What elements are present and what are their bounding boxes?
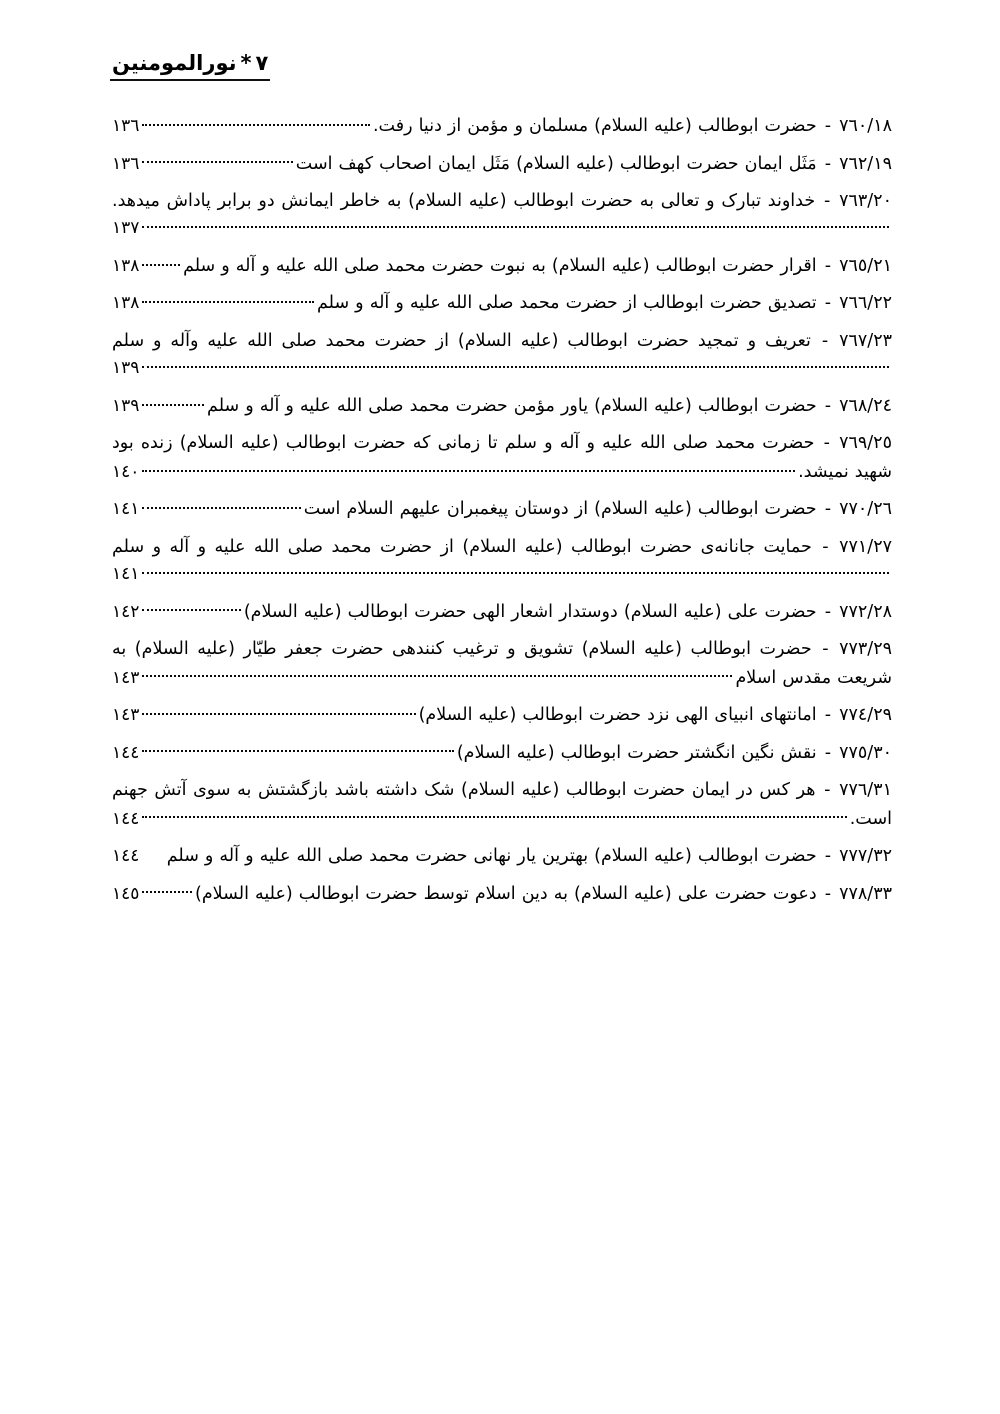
toc-entry[interactable]: [112, 327, 892, 383]
toc-entry-number: ٧٧٦/٣١ -: [817, 780, 892, 801]
toc-page-number: ١٤٥: [112, 883, 140, 904]
toc-entry-dash: -: [818, 601, 838, 622]
toc-entry-number: ٧٧٥/٣٠ -: [818, 742, 892, 763]
header-book-title: نورالمومنین: [112, 51, 237, 75]
toc-page-number: ١٣٧: [112, 218, 140, 239]
toc-entry-line: [112, 598, 892, 627]
toc-entry-heading: [419, 701, 892, 729]
toc-entry-continuation: [112, 355, 892, 383]
toc-entry-line: [112, 635, 892, 663]
toc-entry-dash: -: [818, 499, 838, 520]
header-separator: *: [240, 51, 252, 75]
toc-entry-title: دعوت حضرت علی (علیه السلام) به دین اسلام توسط حضرت ابوطالب (علیه السلام): [195, 883, 817, 904]
toc-entry[interactable]: [112, 701, 892, 730]
toc-entry-dash: -: [818, 883, 838, 904]
toc-entry[interactable]: [112, 635, 892, 692]
toc-entry-number: ٧٧٨/٣٣ -: [818, 883, 892, 904]
toc-entry-continuation: [112, 805, 892, 834]
toc-entry-heading: [167, 842, 892, 870]
toc-page-number: ١٤١: [112, 499, 140, 520]
toc-entry[interactable]: [112, 598, 892, 627]
toc-entry-dash: -: [818, 116, 838, 136]
toc-entry-heading: [207, 392, 892, 420]
toc-leader-dots: [142, 253, 180, 271]
toc-leader-dots: [142, 497, 300, 515]
toc-entry-dash: -: [817, 780, 838, 801]
toc-entry-heading: [317, 289, 892, 317]
toc-entry-dash: -: [816, 433, 838, 454]
toc-entry-continuation: [112, 561, 892, 589]
toc-page-number: ١٣٩: [112, 395, 140, 416]
toc-entry-continuation: [112, 215, 892, 243]
toc-page-number: ١٤٣: [112, 705, 140, 726]
toc-entry-heading: [373, 112, 892, 140]
toc-entry-line: [112, 495, 892, 524]
toc-entry-title: حضرت علی (علیه السلام) دوستدار اشعار الهی حضرت ابوطالب (علیه السلام): [243, 601, 817, 622]
toc-entry-line: [112, 150, 892, 179]
toc-entry-dash: -: [813, 639, 838, 660]
toc-page-number: ١٤٠: [112, 461, 140, 482]
toc-entry-number: ٧٦٦/٢٢ -: [818, 293, 892, 314]
toc-entry-dash: -: [818, 293, 838, 314]
toc-entry-line: [112, 842, 892, 871]
toc-entry-title: حضرت محمد صلی الله علیه و آله و سلم تا زمانی که حضرت ابوطالب (علیه السلام) زنده بود: [112, 433, 815, 454]
toc-entry[interactable]: [112, 842, 892, 871]
toc-entry-number: ٧٧٤/٢٩ -: [818, 705, 892, 726]
toc-entry-line: [112, 880, 892, 909]
toc-entry-dash: -: [818, 742, 838, 763]
toc-entry-title: حضرت ابوطالب (علیه السلام) مسلمان و مؤمن از دنیا رفت.: [372, 116, 817, 136]
toc-entry[interactable]: [112, 187, 892, 243]
page-header: [110, 52, 890, 81]
table-of-contents: [112, 112, 892, 908]
toc-entry-line: [112, 776, 892, 804]
toc-entry-dash: -: [818, 153, 838, 174]
toc-entry-line: [112, 392, 892, 421]
toc-leader-dots: [142, 665, 732, 683]
toc-entry-number: ٧٦٠/١٨ -: [818, 116, 892, 136]
toc-entry-line: [112, 327, 892, 355]
toc-entry-number: ٧٦٢/١٩ -: [818, 153, 892, 174]
toc-entry-title: تعریف و تمجید حضرت ابوطالب (علیه السلام) از حضرت محمد صلی الله علیه وآله و سلم: [112, 331, 811, 351]
toc-entry-title: حضرت ابوطالب (علیه السلام) بهترین یار نهانی حضرت محمد صلی الله علیه و آله و سلم: [166, 846, 817, 867]
toc-entry-line: [112, 739, 892, 768]
toc-entry-number: ٧٦٨/٢٤ -: [818, 395, 892, 416]
toc-entry-heading: [195, 880, 892, 908]
toc-page-number: ١٣٩: [112, 358, 140, 379]
toc-leader-dots: [142, 703, 415, 721]
toc-page-number: ١٣٨: [112, 293, 140, 314]
toc-entry-title: امانتهای انبیای الهی نزد حضرت ابوطالب (علیه السلام): [418, 705, 817, 726]
toc-leader-dots: [142, 881, 192, 899]
toc-entry-title-continued: شهید نمیشد.: [798, 461, 892, 482]
toc-entry-number: ٧٧٣/٢٩ -: [813, 639, 892, 660]
toc-leader-dots: [142, 151, 292, 169]
toc-page-number: ١٣٨: [112, 255, 140, 276]
toc-entry-line: [112, 112, 892, 141]
toc-leader-dots: [142, 844, 163, 862]
toc-page-number: ١٣٦: [112, 153, 140, 174]
toc-page-number: ١٤١: [112, 564, 140, 585]
toc-page-number: ١٤٢: [112, 601, 140, 622]
toc-entry-number: ٧٧٠/٢٦ -: [818, 499, 892, 520]
toc-entry-dash: -: [813, 536, 838, 557]
toc-entry-heading: [183, 252, 892, 280]
toc-entry[interactable]: [112, 776, 892, 833]
toc-entry-title-continued: شریعت مقدس اسلام: [735, 667, 892, 688]
toc-entry-dash: -: [817, 191, 838, 212]
header-page-number: ٧: [255, 51, 269, 75]
toc-leader-dots: [142, 599, 240, 617]
toc-leader-dots: [142, 291, 314, 309]
toc-leader-dots: [142, 216, 889, 234]
toc-entry[interactable]: [112, 392, 892, 421]
toc-entry-title: حضرت ابوطالب (علیه السلام) تشویق و ترغیب کنندهی حضرت جعفر طیّار (علیه السلام) به: [112, 639, 812, 660]
toc-entry-title: خداوند تبارک و تعالی به حضرت ابوطالب (علیه السلام) به خاطر ایمانش دو برابر پاداش میدهد.: [112, 191, 816, 212]
toc-entry-line: [112, 701, 892, 730]
toc-leader-dots: [142, 114, 370, 132]
toc-leader-dots: [142, 562, 889, 580]
header-underlined-title: [110, 52, 270, 81]
toc-entry-title: نقش نگین انگشتر حضرت ابوطالب (علیه السلام): [456, 742, 817, 763]
toc-entry-heading: [244, 598, 892, 626]
toc-entry-line: [112, 187, 892, 215]
toc-page-number: ١٣٦: [112, 116, 140, 136]
toc-entry[interactable]: [112, 533, 892, 589]
toc-leader-dots: [142, 393, 204, 411]
toc-entry-line: [112, 252, 892, 281]
toc-entry-line: [112, 429, 892, 457]
toc-leader-dots: [142, 806, 846, 824]
toc-entry[interactable]: [112, 429, 892, 486]
toc-entry-number: ٧٦٧/٢٣ -: [812, 331, 893, 351]
toc-entry[interactable]: [112, 739, 892, 768]
toc-entry-line: [112, 533, 892, 561]
toc-page-number: ١٤٤: [112, 742, 140, 763]
toc-entry-dash: -: [818, 846, 838, 867]
toc-leader-dots: [142, 459, 795, 477]
toc-entry-number: ٧٦٥/٢١ -: [818, 255, 892, 276]
toc-entry-title: تصدیق حضرت ابوطالب از حضرت محمد صلی الله علیه و آله و سلم: [317, 293, 817, 314]
toc-entry-title-continued: است.: [849, 808, 892, 829]
toc-entry-continuation: [112, 458, 892, 487]
toc-entry-heading: [304, 495, 892, 523]
toc-entry-continuation: [112, 664, 892, 693]
toc-entry-number: ٧٦٩/٢٥ -: [816, 433, 892, 454]
toc-entry[interactable]: [112, 289, 892, 318]
toc-entry[interactable]: [112, 252, 892, 281]
toc-entry[interactable]: [112, 495, 892, 524]
toc-entry[interactable]: [112, 112, 892, 141]
toc-entry-dash: -: [812, 331, 838, 351]
toc-entry[interactable]: [112, 880, 892, 909]
toc-entry-number: ٧٧٢/٢٨ -: [818, 601, 892, 622]
toc-entry-number: ٧٧٧/٣٢ -: [818, 846, 892, 867]
toc-page-number: ١٤٣: [112, 667, 140, 688]
toc-entry-dash: -: [818, 395, 838, 416]
toc-leader-dots: [142, 740, 453, 758]
toc-entry-title: حضرت ابوطالب (علیه السلام) از دوستان پیغمبران علیهم السلام است: [303, 499, 817, 520]
toc-entry-heading: [296, 150, 892, 178]
toc-entry-dash: -: [818, 705, 838, 726]
toc-entry-dash: -: [818, 255, 838, 276]
toc-entry-title: هر کس در ایمان حضرت ابوطالب (علیه السلام) شک داشته باشد بازگشتش به سوی آتش جهنم: [112, 780, 816, 801]
toc-page-number: ١٤٤: [112, 846, 140, 867]
toc-entry-number: ٧٧١/٢٧ -: [813, 536, 892, 557]
toc-entry-number: ٧٦٣/٢٠ -: [817, 191, 892, 212]
toc-entry-title: اقرار حضرت ابوطالب (علیه السلام) به نبوت حضرت محمد صلی الله علیه و آله و سلم: [183, 255, 817, 276]
toc-leader-dots: [142, 356, 889, 374]
toc-entry-title: حمایت جانانه‌ی حضرت ابوطالب (علیه السلام) از حضرت محمد صلی الله علیه و آله و سلم: [112, 536, 812, 557]
toc-entry[interactable]: [112, 150, 892, 179]
toc-entry-title: حضرت ابوطالب (علیه السلام) یاور مؤمن حضرت محمد صلی الله علیه و آله و سلم: [207, 395, 817, 416]
toc-entry-title: مَثَل ایمان حضرت ابوطالب (علیه السلام) مَثَل ایمان اصحاب کهف است: [295, 153, 817, 174]
toc-entry-line: [112, 289, 892, 318]
toc-page-number: ١٤٤: [112, 808, 140, 829]
toc-entry-heading: [457, 739, 892, 767]
